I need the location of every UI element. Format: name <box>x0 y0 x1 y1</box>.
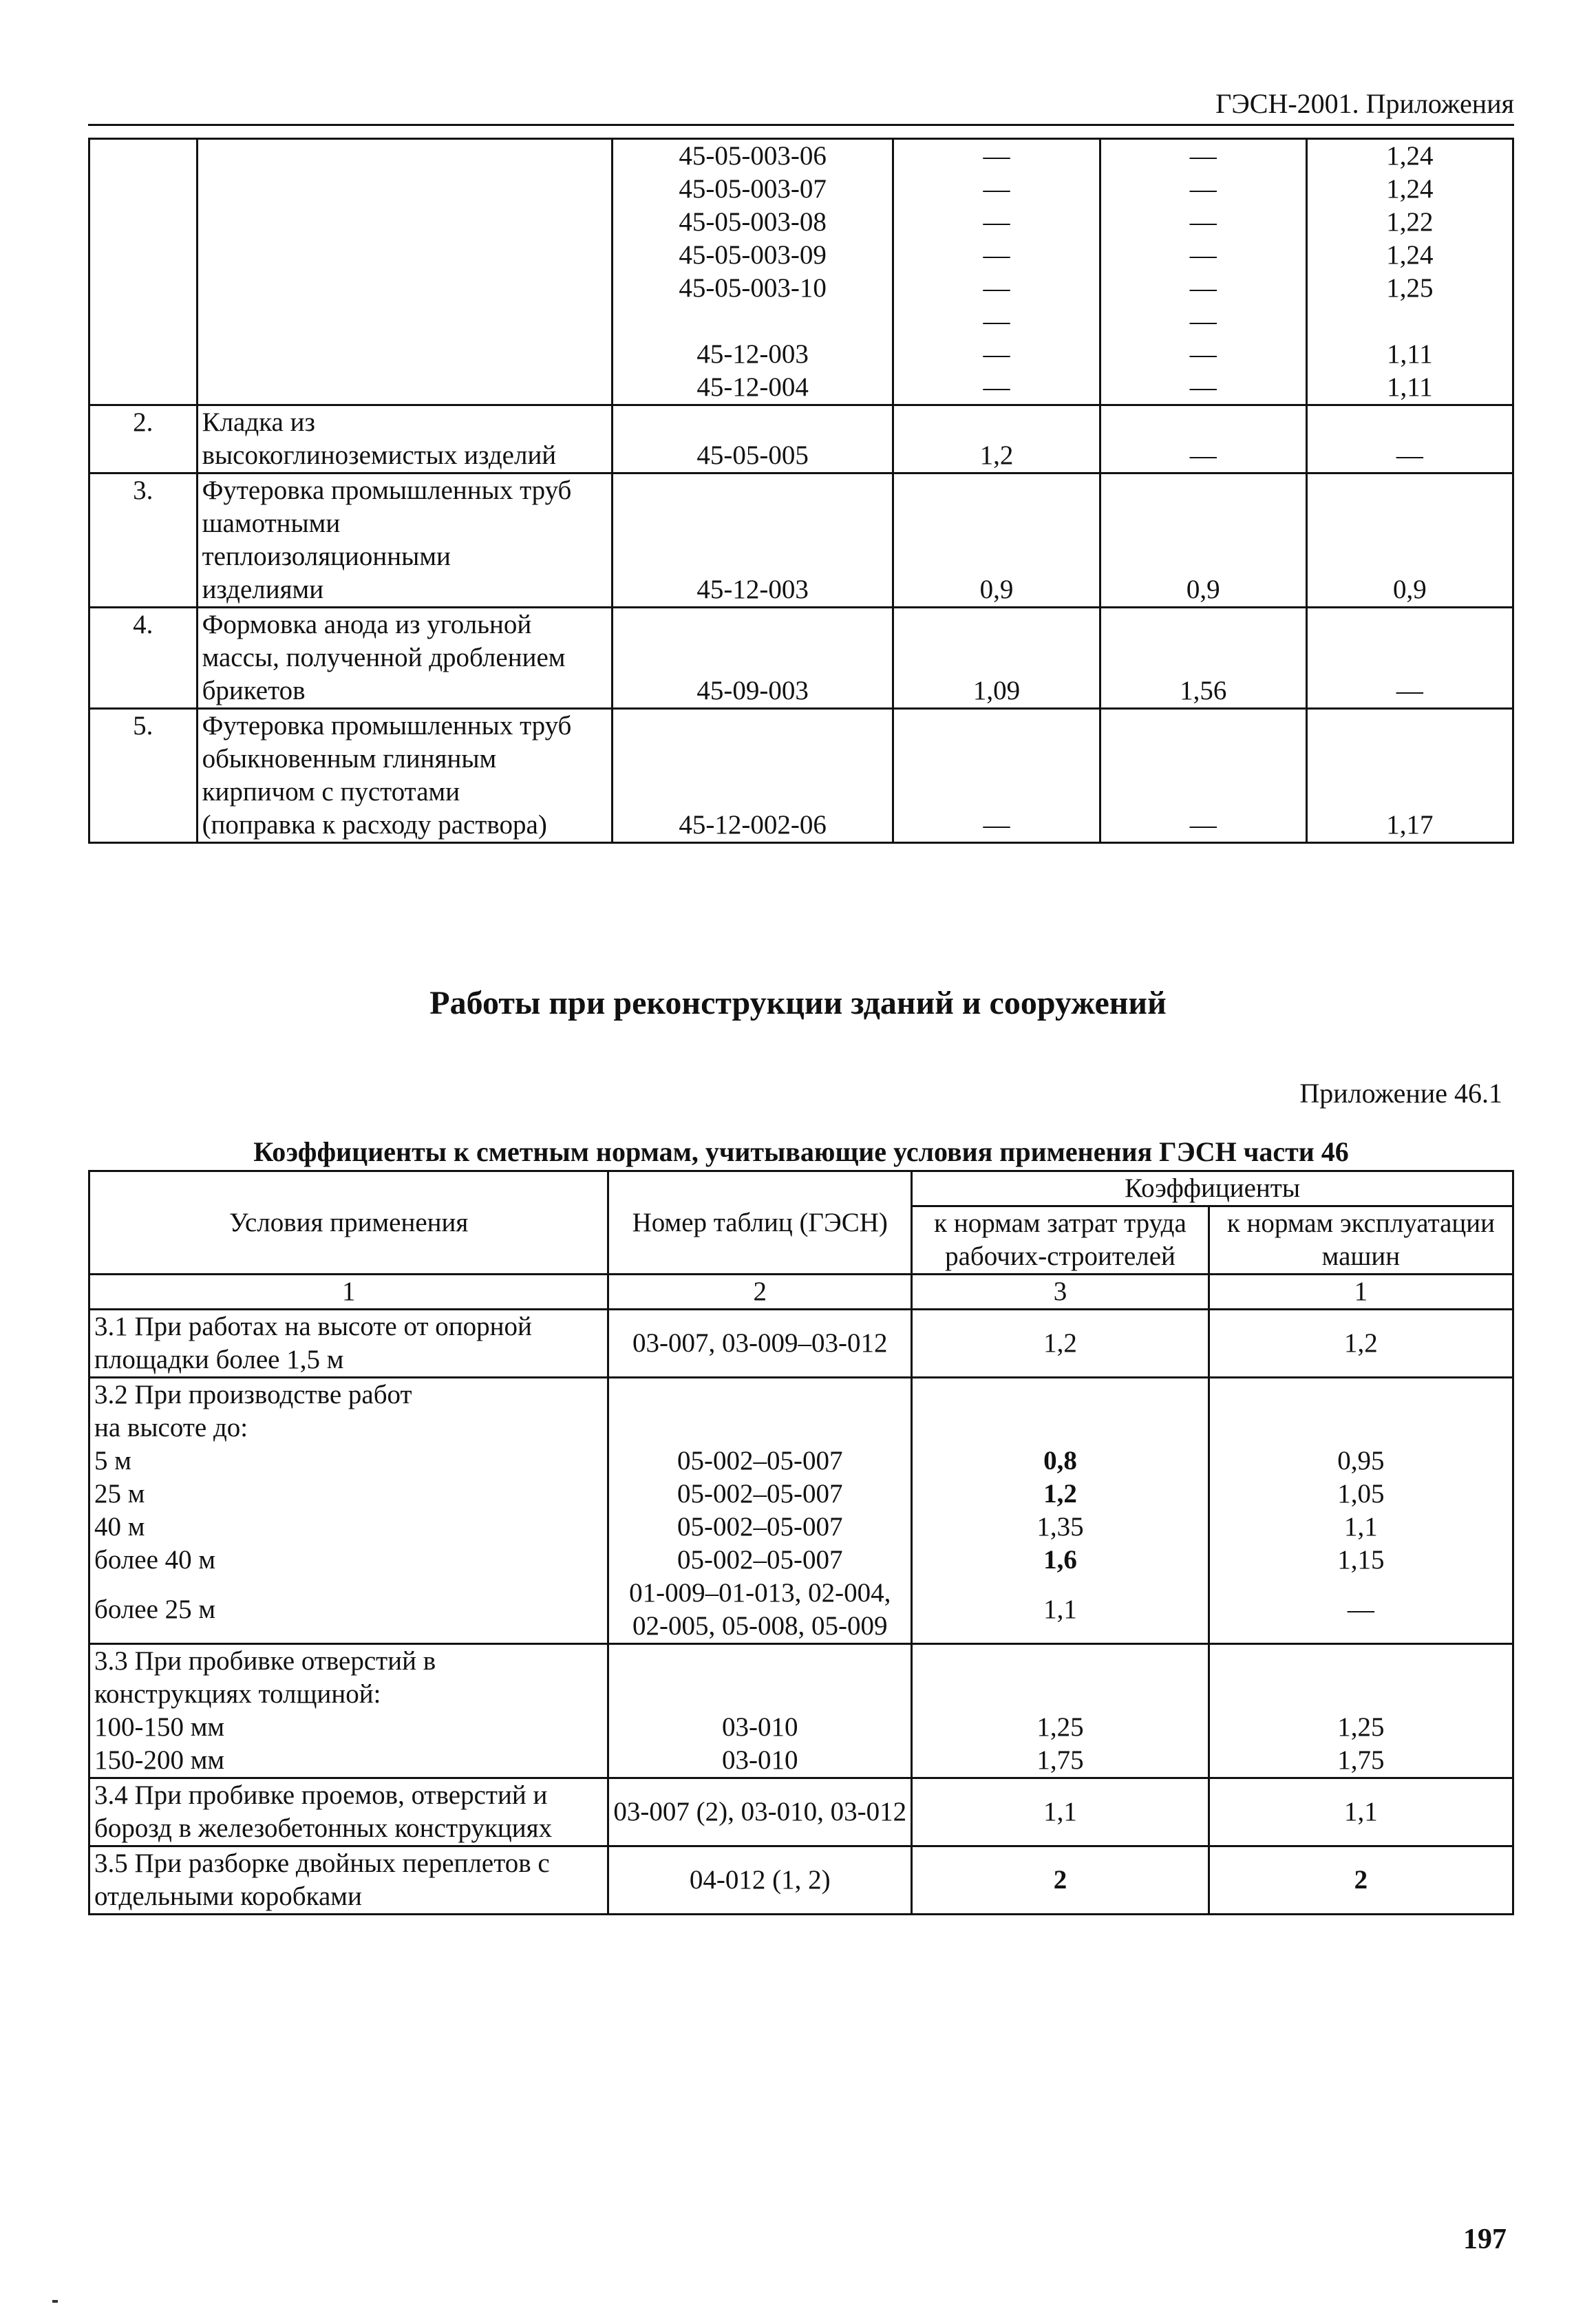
coef-value: 1,35 <box>1036 1512 1084 1542</box>
coef-value: 0,9 <box>893 473 1100 608</box>
coef-value <box>917 1678 1204 1711</box>
coef-value: — <box>1189 306 1217 336</box>
code-cell: 45-12-003 <box>612 473 893 608</box>
coef-value: — <box>983 273 1010 303</box>
coef-value: 1,1 <box>912 1778 1209 1846</box>
condition-line: 40 м <box>94 1512 145 1542</box>
coef-value: 1,2 <box>1209 1310 1513 1378</box>
table-no-line: 05-002–05-007 <box>677 1545 843 1575</box>
desc-line: Футеровка промышленных труб <box>202 476 572 505</box>
desc-line: Формовка анода из угольной <box>202 610 532 639</box>
coef-cell-machines <box>1209 1378 1513 1644</box>
desc-line: теплоизоляционными <box>202 542 451 571</box>
col-number: 3 <box>912 1275 1209 1310</box>
row-description <box>197 139 612 405</box>
coef-value: 1,1 <box>1209 1778 1513 1846</box>
header-row <box>89 1171 1513 1206</box>
coef-value: — <box>1189 372 1217 402</box>
coef-value: — <box>983 339 1010 369</box>
condition-cell <box>89 1644 608 1778</box>
coef-value: 0,8 <box>1043 1446 1077 1476</box>
code-line: 45-05-003-09 <box>679 240 827 270</box>
desc-line: обыкновенным глиняным <box>202 744 497 774</box>
table-row <box>89 405 1513 473</box>
condition-cell: 3.1 При работах на высоте от опорной площадки более 1,5 м <box>89 1310 608 1378</box>
desc-line: Кладка из <box>202 407 315 437</box>
table-row <box>89 1778 1513 1846</box>
condition-line: 3.3 При пробивке отверстий в <box>94 1646 436 1676</box>
scan-speck <box>52 2300 58 2303</box>
table-no-cell: 03-007, 03-009–03-012 <box>608 1310 912 1378</box>
code-cell: 45-09-003 <box>612 608 893 709</box>
coef-value: — <box>983 240 1010 270</box>
coef-value <box>917 1378 1204 1412</box>
table-row <box>89 1310 1513 1378</box>
table-no-line: 05-002–05-007 <box>677 1512 843 1542</box>
condition-cell: 3.5 При разборке двойных переплетов с отдельными коробками <box>89 1846 608 1915</box>
coef-value: 1,15 <box>1337 1545 1385 1575</box>
coef-value: 1,24 <box>1386 174 1434 204</box>
condition-line: конструкциях толщиной: <box>94 1679 381 1709</box>
header-title: ГЭСН-2001. Приложения <box>1215 88 1514 119</box>
coef-value: 1,05 <box>1337 1479 1385 1509</box>
code-cell: 45-05-005 <box>612 405 893 473</box>
coef-value: — <box>1189 141 1217 171</box>
coef-value: — <box>1189 273 1217 303</box>
header-machines: к нормам эксплуатации машин <box>1209 1206 1513 1275</box>
condition-line: более 40 м <box>94 1545 216 1575</box>
table-no-line <box>613 1412 906 1445</box>
code-line: 45-12-003 <box>696 339 809 369</box>
row-number: 5. <box>89 709 198 843</box>
desc-line: шамотными <box>202 509 341 538</box>
appendix-label: Приложение 46.1 <box>1299 1078 1502 1109</box>
coef-cell-labor <box>912 1378 1209 1644</box>
coef-value: 1,75 <box>1337 1745 1385 1775</box>
coef-value: — <box>983 174 1010 204</box>
coef-cell-2 <box>1100 139 1306 405</box>
coef-value: — <box>1189 174 1217 204</box>
coef-value: 0,9 <box>1306 473 1513 608</box>
desc-line: брикетов <box>202 676 306 705</box>
code-line: 45-05-003-07 <box>679 174 827 204</box>
header-table-no: Номер таблиц (ГЭСН) <box>608 1171 912 1275</box>
coef-value <box>917 1645 1204 1678</box>
coef-value: — <box>983 372 1010 402</box>
desc-line: высокоглиноземистых изделий <box>202 440 557 470</box>
coef-value: 1,24 <box>1386 141 1434 171</box>
coef-value: 1,75 <box>1036 1745 1084 1775</box>
coef-cell-labor <box>912 1644 1209 1778</box>
table-no-line <box>613 1678 906 1711</box>
desc-line: Футеровка промышленных труб <box>202 711 572 741</box>
coef-value: — <box>1189 207 1217 237</box>
condition-line: 150-200 мм <box>94 1745 225 1775</box>
coef-value: — <box>983 141 1010 171</box>
coef-value: — <box>1347 1595 1374 1624</box>
row-description <box>197 608 612 709</box>
condition-line: более 25 м <box>94 1595 216 1624</box>
table-row <box>89 1378 1513 1644</box>
row-description <box>197 473 612 608</box>
coef-value: 1,25 <box>1337 1712 1385 1742</box>
code-line: 45-05-003-06 <box>679 141 827 171</box>
condition-line: на высоте до: <box>94 1413 248 1442</box>
header-labor: к нормам затрат труда рабочих-строителей <box>912 1206 1209 1275</box>
table-title: Коэффициенты к сметным нормам, учитывающие условия применения ГЭСН части 46 <box>253 1136 1349 1167</box>
coef-value: 2 <box>912 1846 1209 1915</box>
coef-value <box>917 1412 1204 1445</box>
table-no-cell <box>608 1644 912 1778</box>
coef-value: — <box>893 709 1100 843</box>
table-no-line <box>613 1378 906 1412</box>
column-number-row <box>89 1275 1513 1310</box>
coef-value: — <box>983 306 1010 336</box>
code-cell <box>612 139 893 405</box>
coef-cell-3 <box>1306 139 1513 405</box>
coef-value: 1,24 <box>1386 240 1434 270</box>
coef-value: 1,17 <box>1306 709 1513 843</box>
coef-value: 1,25 <box>1036 1712 1084 1742</box>
page-number: 197 <box>1463 2224 1507 2255</box>
coef-value: — <box>1100 709 1306 843</box>
coef-value: 1,56 <box>1100 608 1306 709</box>
code-line: 45-05-003-08 <box>679 207 827 237</box>
coef-value: 1,1 <box>1344 1512 1378 1542</box>
table-row <box>89 1644 1513 1778</box>
section-title: Работы при реконструкции зданий и сооружений <box>429 985 1167 1021</box>
desc-line: изделиями <box>202 575 324 604</box>
condition-line: 3.2 При производстве работ <box>94 1380 412 1409</box>
coef-value: — <box>1189 240 1217 270</box>
code-line: 45-05-003-10 <box>679 273 827 303</box>
coef-value: 1,6 <box>1043 1545 1077 1575</box>
coef-cell-machines <box>1209 1644 1513 1778</box>
table-no-cell: 04-012 (1, 2) <box>608 1846 912 1915</box>
code-cell: 45-12-002-06 <box>612 709 893 843</box>
condition-line: 5 м <box>94 1446 131 1476</box>
coef-value <box>1214 1412 1508 1445</box>
coef-value: 1,11 <box>1386 339 1433 369</box>
coef-value <box>1214 1645 1508 1678</box>
desc-line: массы, полученной дроблением <box>202 643 566 672</box>
desc-line: (поправка к расходу раствора) <box>202 810 547 840</box>
coef-value: — <box>1100 405 1306 473</box>
coef-value: 0,95 <box>1337 1446 1385 1476</box>
coefficients-table-continuation <box>88 138 1514 844</box>
coef-value: 1,11 <box>1386 372 1433 402</box>
header-coefficients: Коэффициенты <box>912 1171 1513 1206</box>
coef-value: — <box>983 207 1010 237</box>
row-number: 2. <box>89 405 198 473</box>
coef-value: 1,1 <box>1043 1595 1077 1624</box>
table-row <box>89 139 1513 405</box>
row-description <box>197 709 612 843</box>
table-no-line: 05-002–05-007 <box>677 1479 843 1509</box>
table-no-line: 05-002–05-007 <box>677 1446 843 1476</box>
header-conditions: Условия применения <box>89 1171 608 1275</box>
coef-value: 0,9 <box>1100 473 1306 608</box>
table-no-cell <box>608 1378 912 1644</box>
table-row <box>89 709 1513 843</box>
coef-value: 1,2 <box>1043 1479 1077 1509</box>
condition-cell <box>89 1378 608 1644</box>
table-no-line: 03-010 <box>722 1745 798 1775</box>
row-number <box>89 139 198 405</box>
page-header <box>88 88 1514 126</box>
row-number: 4. <box>89 608 198 709</box>
condition-line: 25 м <box>94 1479 145 1509</box>
condition-line: 100-150 мм <box>94 1712 225 1742</box>
table-row <box>89 608 1513 709</box>
condition-cell: 3.4 При пробивке проемов, отверстий и борозд в железобетонных конструкциях <box>89 1778 608 1846</box>
table-row <box>89 1846 1513 1915</box>
desc-line: кирпичом с пустотами <box>202 777 460 807</box>
reconstruction-coefficients-table <box>88 1170 1514 1915</box>
coef-value <box>1312 305 1508 338</box>
table-no-line <box>613 1645 906 1678</box>
coef-value: 2 <box>1209 1846 1513 1915</box>
coef-value: 1,22 <box>1386 207 1434 237</box>
coef-value: 1,2 <box>893 405 1100 473</box>
code-line: 45-12-004 <box>696 372 809 402</box>
row-number: 3. <box>89 473 198 608</box>
col-number: 2 <box>608 1275 912 1310</box>
col-number: 1 <box>89 1275 608 1310</box>
coef-value <box>1214 1378 1508 1412</box>
coef-value: 1,2 <box>912 1310 1209 1378</box>
row-description <box>197 405 612 473</box>
coef-value: 1,25 <box>1386 273 1434 303</box>
code-line <box>617 305 889 338</box>
coef-value: 1,09 <box>893 608 1100 709</box>
table-row <box>89 473 1513 608</box>
table-no-cell: 03-007 (2), 03-010, 03-012 <box>608 1778 912 1846</box>
table-no-line: 03-010 <box>722 1712 798 1742</box>
col-number: 1 <box>1209 1275 1513 1310</box>
coef-value: — <box>1306 608 1513 709</box>
coef-value <box>1214 1678 1508 1711</box>
coef-value: — <box>1189 339 1217 369</box>
coef-value: — <box>1306 405 1513 473</box>
coef-cell-1 <box>893 139 1100 405</box>
table-no-line: 01-009–01-013, 02-004, 02-005, 05-008, 05-009 <box>629 1578 891 1641</box>
